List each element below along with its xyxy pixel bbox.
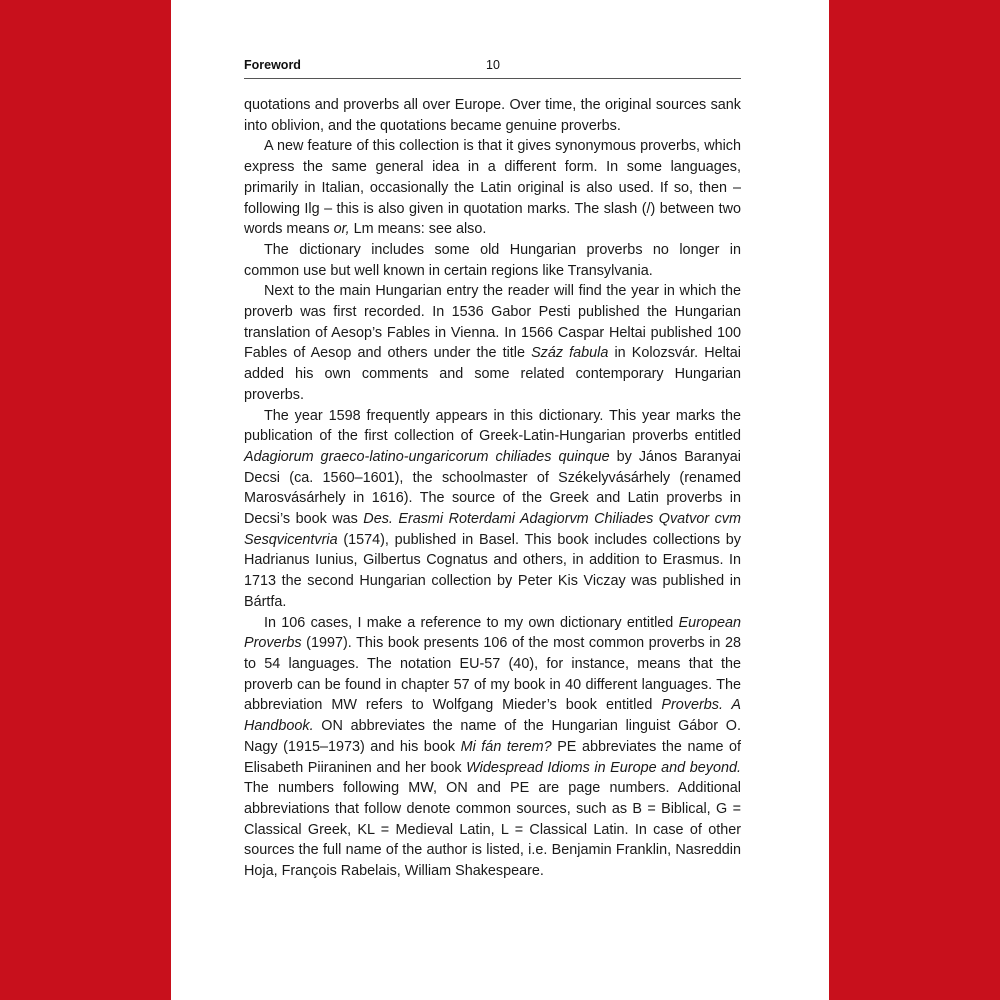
book-page [171,0,829,1000]
paragraph [244,281,741,405]
italic-title: Mi fán terem? [460,738,552,755]
body-text [244,95,741,882]
text-run: The year 1598 frequently appears in this dictionary. This year marks the publication of the first collection of Greek-Latin-Hungarian proverbs entitled [244,407,741,445]
italic-title: Widespread Idioms in Europe and beyond. [466,759,741,776]
text-run: A new feature of this collection is that it gives synonymous proverbs, which express the same general idea in a different form. In some languages, primarily in Italian, occasionally the Latin original is also used. If so, then – following Ilg – this is also given in quotation marks. The slash (/) between two words means [244,138,741,238]
italic-title: Des. Erasmi Roterdami Adagiorvm Chiliades Qvatvor cvm Sesqvicentvria [244,511,741,548]
text-run: PE abbreviates the name of Elisabeth Piiraninen and her book [244,738,742,776]
text-run: Next to the main Hungarian entry the reader will find the year in which the proverb was first recorded. In 1536 Gabor Pesti published the Hungarian translation of Aesop’s Fables in Vienna. In 1566 Caspar Heltai published 100 Fables of Aesop and others under the title [244,283,741,362]
text-run: The numbers following MW, ON and PE are page numbers. Additional abbreviations that follow denote common sources, such as B = Biblical, G = Classical Greek, KL = Medieval Latin, L = Classical Latin. In case of other sources the full name of the author is listed, i.e. Benjamin Franklin, Nasreddin Hoja, François Rabelais, William Shakespeare. [244,780,741,880]
text-run: The dictionary includes some old Hungarian proverbs no longer in common use but well known in certain regions like Transylvania. [244,241,741,279]
text-run: Lm means: see also. [349,221,487,238]
paragraph [244,95,741,136]
text-run: quotations and proverbs all over Europe. Over time, the original sources sank into oblivion, and the quotations became genuine proverbs. [244,97,741,134]
italic-title: Proverbs. A Handbook. [244,697,741,735]
text-run: (1997). This book presents 106 of the most common proverbs in 28 to 54 languages. The notation EU-57 (40), for instance, means that the proverb can be found in chapter 57 of my book in 40 different languages. The abbreviation MW refers to Wolfgang Mieder’s book entitled [244,635,741,714]
running-header [244,56,741,79]
italic-title: or, [333,221,350,238]
italic-title: European Proverbs [244,614,741,652]
text-run: (1574), published in Basel. This book includes collections by Hadrianus Iunius, Gilbertus Cognatus and others, in addition to Erasmus. In 1713 the second Hungarian collection by Peter Kis Viczay was published in Bártfa. [244,531,741,610]
text-run: In 106 cases, I make a reference to my own dictionary entitled [264,614,679,631]
paragraph [244,136,741,240]
text-run: by János Baranyai Decsi (ca. 1560–1601), the schoolmaster of Székelyvásárhely (renamed Marosvásárhely in 1616). The source of the Greek and Latin proverbs in Decsi’s book was [244,448,741,528]
italic-title: Száz fabula [531,345,609,362]
section-title: Foreword [244,58,301,72]
italic-title: Adagiorum graeco-latino-ungaricorum chiliades quinque [244,448,610,465]
paragraph [244,613,741,882]
paragraph [244,406,741,613]
paragraph [244,240,741,281]
text-run: ON abbreviates the name of the Hungarian linguist Gábor O. Nagy (1915–1973) and his book [244,718,741,755]
text-run: in Kolozsvár. Heltai added his own comments and some related contemporary Hungarian proverbs. [244,345,742,403]
page-number: 10 [486,58,500,72]
